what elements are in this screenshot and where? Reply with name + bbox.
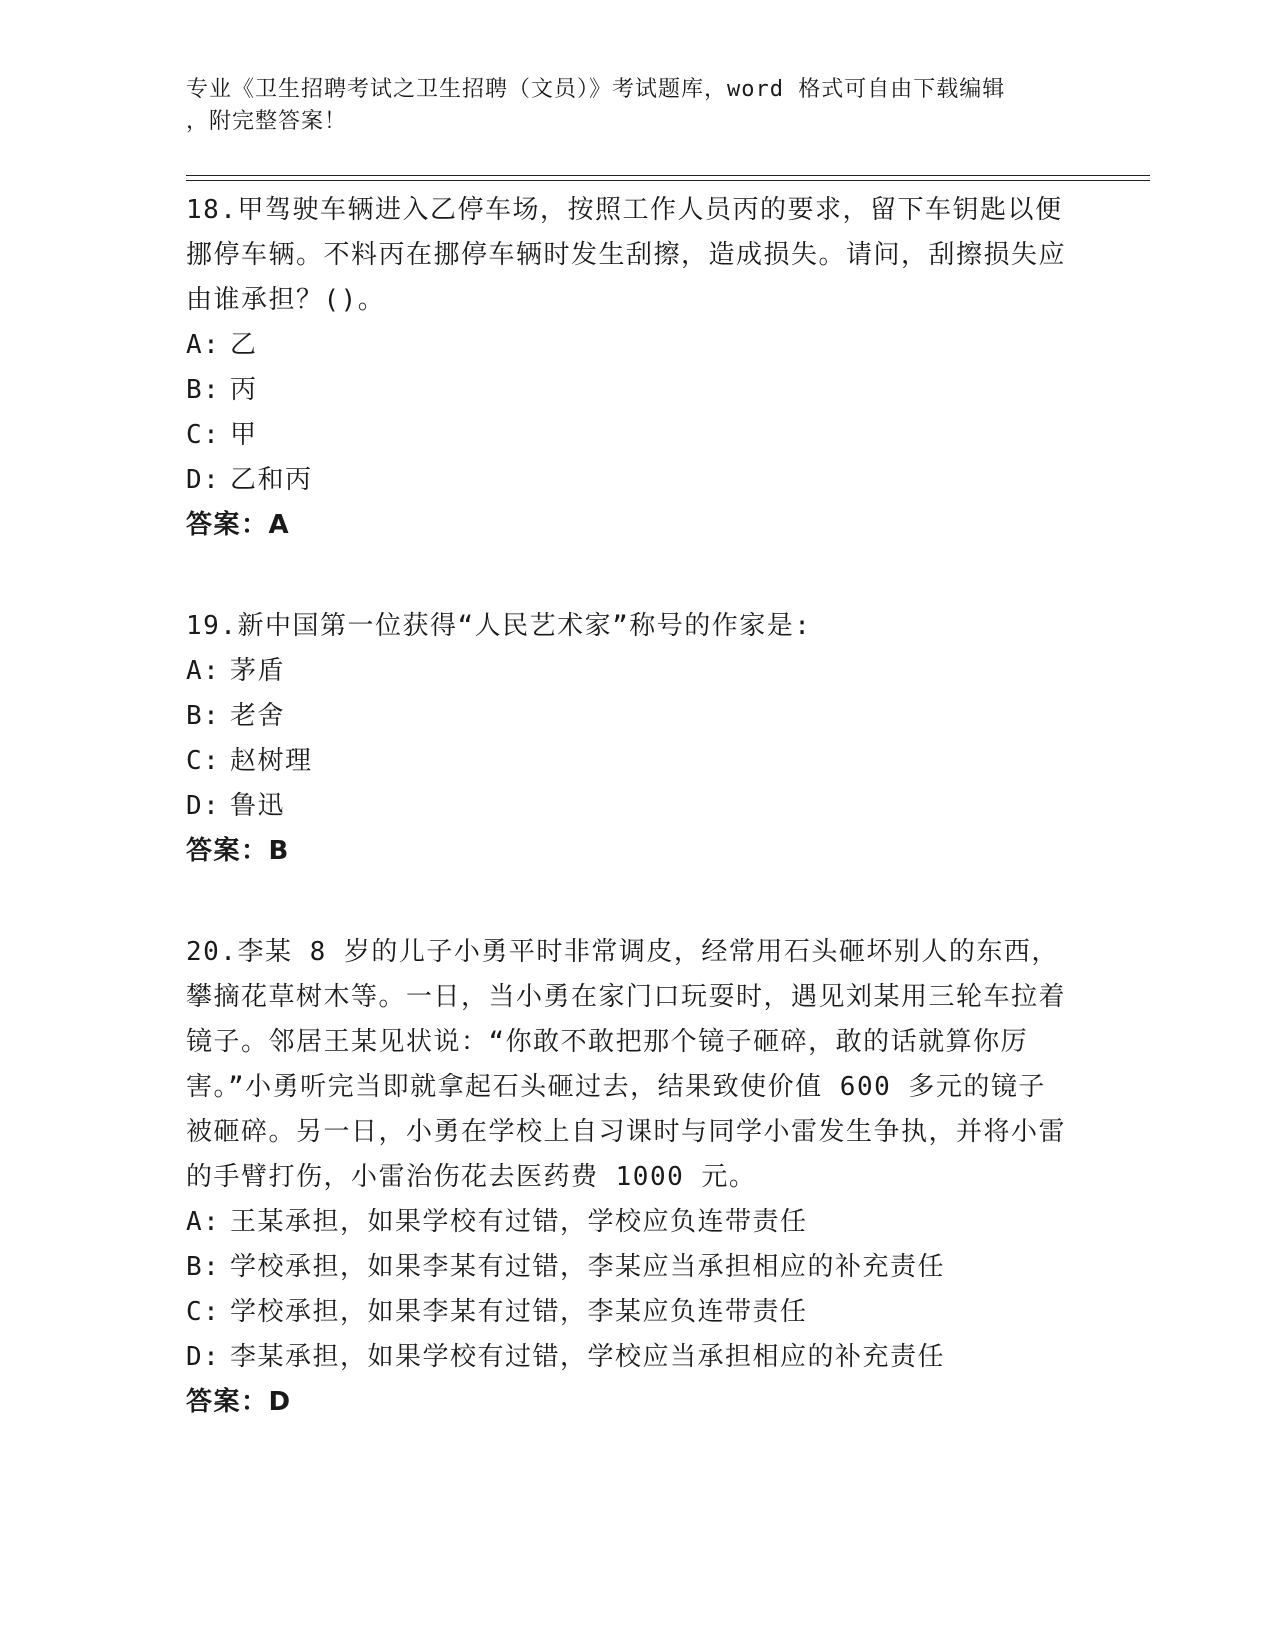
option-key: D:: [186, 791, 221, 821]
option-d: [186, 1335, 1066, 1380]
header-line-1: 专业《卫生招聘考试之卫生招聘（文员）》考试题库，word 格式可自由下载编辑: [186, 77, 1006, 102]
answer-label: 答案：B: [186, 836, 290, 866]
option-key: A:: [186, 330, 221, 360]
answer-label: 答案：D: [186, 1387, 292, 1417]
option-c: [186, 1290, 1066, 1335]
question-20: [186, 930, 1066, 1425]
option-b: [186, 1245, 1066, 1290]
option-text: 赵树理: [230, 746, 313, 776]
option-b: [186, 694, 1066, 739]
option-a: [186, 1200, 1066, 1245]
option-text: 乙: [230, 330, 258, 360]
option-key: B:: [186, 375, 221, 405]
option-key: B:: [186, 1252, 221, 1282]
option-key: D:: [186, 465, 221, 495]
option-key: B:: [186, 701, 221, 731]
question-19: [186, 604, 1066, 874]
header-line-2: ，附完整答案！: [186, 109, 348, 134]
option-a: [186, 323, 1066, 368]
question-stem: 19.新中国第一位获得“人民艺术家”称号的作家是:: [186, 611, 812, 641]
option-key: C:: [186, 1297, 221, 1327]
option-text: 王某承担，如果学校有过错，学校应负连带责任: [230, 1207, 808, 1237]
option-c: [186, 413, 1066, 458]
option-key: A:: [186, 656, 221, 686]
option-text: 丙: [230, 375, 258, 405]
document-header: [186, 74, 1066, 138]
header-divider-thick: [186, 175, 1150, 176]
option-text: 学校承担，如果李某有过错，李某应负连带责任: [230, 1297, 808, 1327]
option-key: D:: [186, 1342, 221, 1372]
question-18: [186, 188, 1066, 548]
option-c: [186, 739, 1066, 784]
option-text: 学校承担，如果李某有过错，李某应当承担相应的补充责任: [230, 1252, 946, 1282]
header-divider-thin: [186, 180, 1150, 181]
option-key: C:: [186, 420, 221, 450]
option-key: C:: [186, 746, 221, 776]
option-text: 老舍: [230, 701, 286, 731]
option-text: 茅盾: [230, 656, 286, 686]
question-stem: 20.李某 8 岁的儿子小勇平时非常调皮，经常用石头砸坏别人的东西，攀摘花草树木等。一日，当小勇在家门口玩耍时，遇见刘某用三轮车拉着镜子。邻居王某见状说：“你敢不敢把那个镜子砸碎，敢的话就算你厉害。”小勇听完当即就拿起石头砸过去，结果致使价值 600 多元的镜子被砸碎。另一日，小勇在学校上自习课时与同学小雷发生争执，并将小雷的手臂打伤，小雷治伤花去医药费 1000 元。: [186, 937, 1067, 1192]
question-list: [186, 188, 1066, 1481]
option-d: [186, 458, 1066, 503]
option-text: 鲁迅: [230, 791, 286, 821]
option-text: 甲: [230, 420, 258, 450]
option-b: [186, 368, 1066, 413]
question-stem: 18.甲驾驶车辆进入乙停车场，按照工作人员丙的要求，留下车钥匙以便挪停车辆。不料丙在挪停车辆时发生刮擦，造成损失。请问，刮擦损失应由谁承担？()。: [186, 195, 1067, 315]
option-d: [186, 784, 1066, 829]
option-a: [186, 649, 1066, 694]
option-text: 乙和丙: [230, 465, 313, 495]
option-text: 李某承担，如果学校有过错，学校应当承担相应的补充责任: [230, 1342, 946, 1372]
answer-label: 答案：A: [186, 510, 291, 540]
option-key: A:: [186, 1207, 221, 1237]
